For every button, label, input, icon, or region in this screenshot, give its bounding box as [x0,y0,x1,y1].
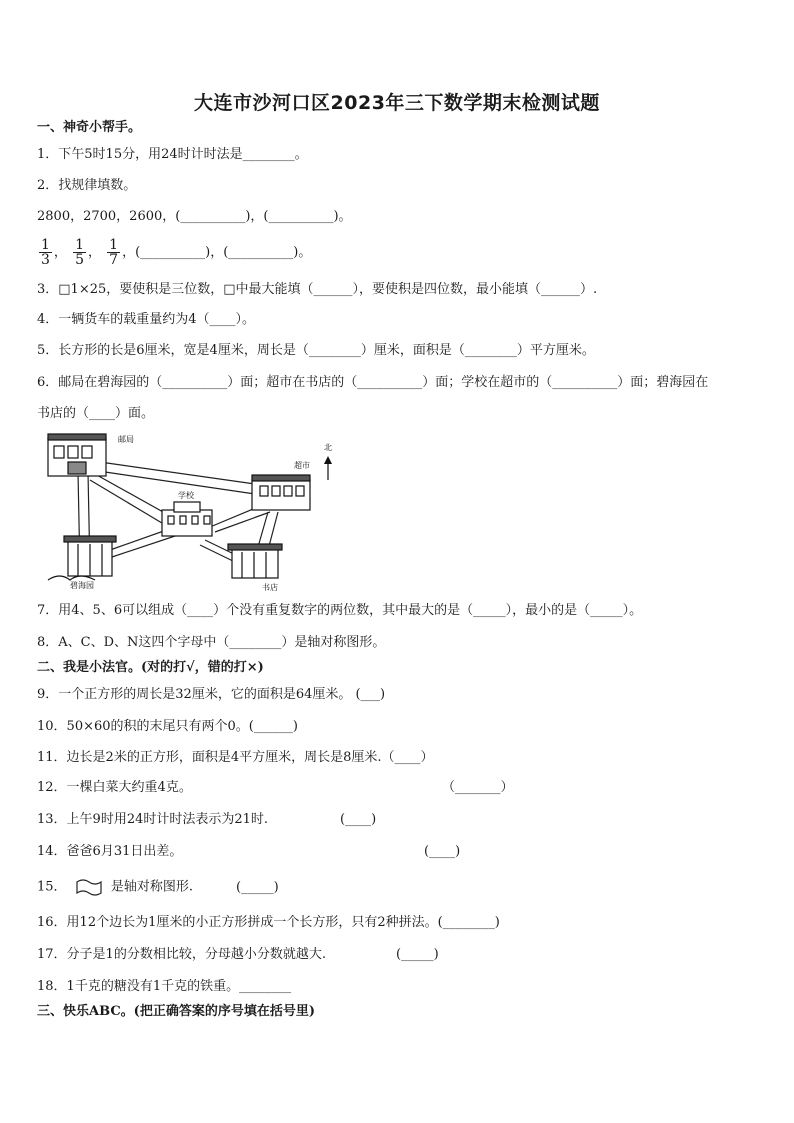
north-arrow-icon [324,456,332,480]
question-18: 18．1千克的糖没有1千克的铁重。________ [37,979,292,994]
fraction: $\frac{1}{7}$ [109,237,119,268]
bookstore-label: 书店 [262,583,278,592]
question-14: 14．爸爸6月31日出差。 [37,844,183,859]
question-2: 2．找规律填数。 [37,178,137,193]
section-1-heading: 一、神奇小帮手。 [37,120,142,135]
question-3: 3．□1×25，要使积是三位数，□中最大能填（______），要使积是四位数，最小能填（______）. [37,282,598,297]
question-1: 1．下午5时15分，用24时计时法是________。 [37,147,308,162]
section-2-heading: 二、我是小法官。(对的打√，错的打×) [37,660,264,675]
north-label: 北 [324,443,332,452]
question-2a: 2800，2700，2600，(__________)，(__________)。 [37,209,352,224]
question-6-line-1: 6．邮局在碧海园的（__________）面；超市在书店的（__________）面；学校在超市的（__________）面；碧海园在 [37,375,709,390]
question-7: 7．用4、5、6可以组成（____）个没有重复数字的两位数，其中最大的是（_____），最小的是（_____）。 [37,603,643,618]
question-15-blank: (_____) [236,880,279,895]
question-12: 12．一棵白菜大约重4克。 [37,780,192,795]
town-map [40,432,340,594]
supermarket-label: 超市 [294,461,310,470]
question-13-blank: (____) [340,812,377,827]
question-16: 16．用12个边长为1厘米的小正方形拼成一个长方形，只有2种拼法。(________) [37,915,500,930]
post-office-building [48,434,106,476]
question-6-line-2: 书店的（____）面。 [37,406,155,421]
question-4: 4．一辆货车的载重量约为4（____）。 [37,312,256,327]
question-17: 17．分子是1的分数相比较，分母越小分数就越大. [37,947,326,962]
fraction: $\frac{1}{5}$ [75,237,84,268]
school-label: 学校 [178,491,194,500]
question-2b: $\frac{1}{3}$ ， $\frac{1}{5}$ ， $\frac{1}{7}$ ，(__________)，(__________)。 [41,237,312,268]
question-17-blank: (_____) [396,947,439,962]
wave-flag-icon [74,877,104,897]
question-5: 5．长方形的长是6厘米，宽是4厘米，周长是（________）厘米，面积是（________）平方厘米。 [37,343,595,358]
question-13: 13．上午9时用24时计时法表示为21时. [37,812,269,827]
question-15: 15． 是轴对称图形. [37,877,193,897]
question-8: 8．A、C、D、N这四个字母中（________）是轴对称图形。 [37,635,386,650]
section-3-heading: 三、快乐ABC。(把正确答案的序号填在括号里) [37,1004,315,1019]
page-title: 大连市沙河口区2023年三下数学期末检测试题 [194,92,600,114]
bihaiyuan-building [48,536,116,580]
question-11: 11．边长是2米的正方形，面积是4平方厘米，周长是8厘米.（____） [37,750,434,765]
post-office-label: 邮局 [118,435,134,444]
bookstore-building [228,544,282,578]
supermarket-building [252,475,310,510]
question-9: 9．一个正方形的周长是32厘米，它的面积是64厘米。 (___) [37,687,386,702]
question-12-blank: （_______） [442,780,514,795]
school-building [162,502,212,536]
bihaiyuan-label: 碧海园 [70,581,94,590]
question-14-blank: (____) [424,844,461,859]
question-10: 10．50×60的积的末尾只有两个0。(______) [37,719,298,734]
fraction: $\frac{1}{3}$ [41,237,50,268]
